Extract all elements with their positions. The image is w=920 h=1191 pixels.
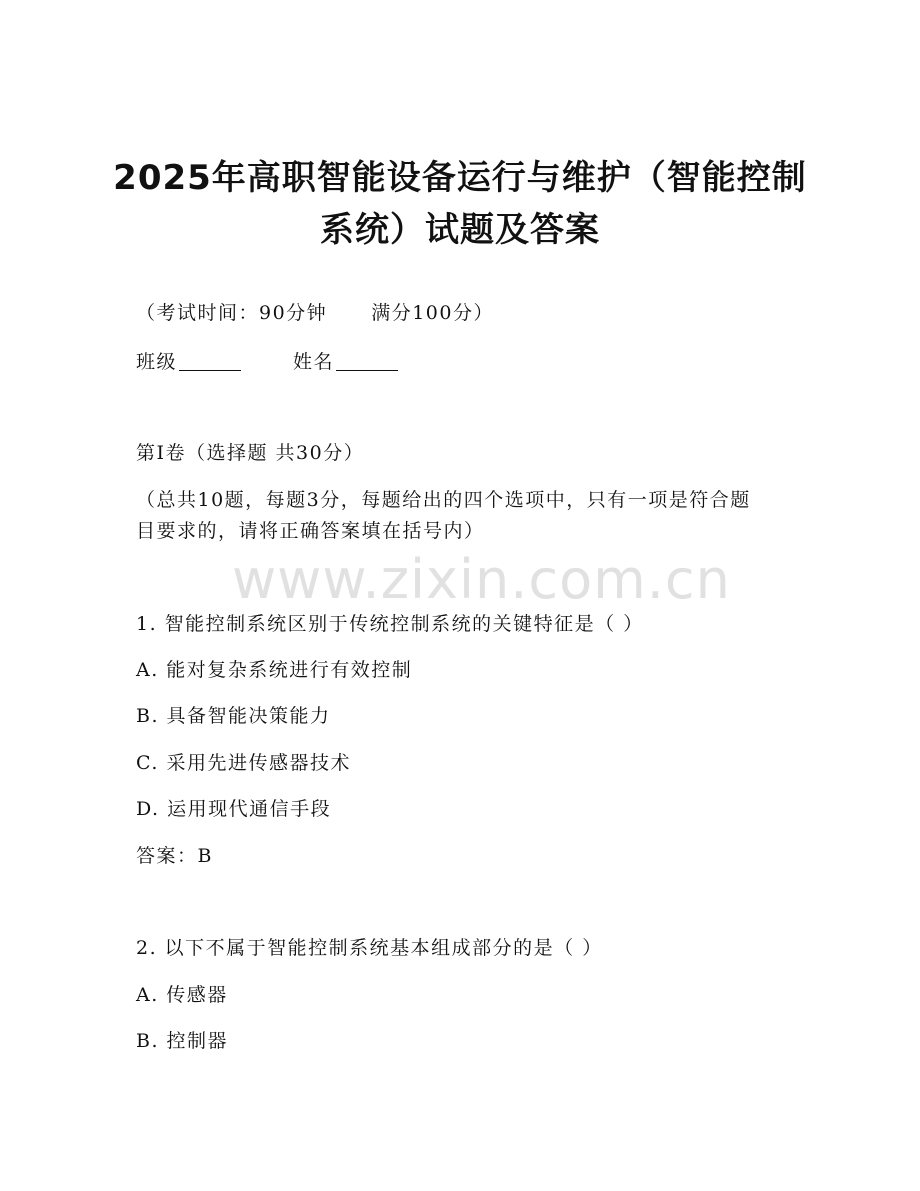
section-note-line2: 目要求的，请将正确答案填在括号内）: [136, 520, 485, 542]
class-label: 班级: [136, 351, 178, 373]
question-stem: 2. 以下不属于智能控制系统基本组成部分的是（ ）: [136, 937, 603, 959]
section-note-line1: （总共10题，每题3分，每题给出的四个选项中，只有一项是符合题: [136, 489, 751, 511]
exam-info-row: [136, 299, 494, 327]
question-answer: 答案：B: [136, 845, 213, 867]
question-option: C. 采用先进传感器技术: [136, 752, 351, 774]
name-label: 姓名: [293, 351, 335, 373]
class-blank: [179, 350, 241, 371]
section-title: 第I卷（选择题 共30分）: [136, 442, 365, 464]
question-stem: 1. 智能控制系统区别于传统控制系统的关键特征是（ ）: [136, 613, 644, 635]
question-option: B. 控制器: [136, 1030, 229, 1052]
question-option: D. 运用现代通信手段: [136, 798, 332, 820]
watermark: www.zixin.com.cn: [232, 548, 731, 611]
exam-time: （考试时间：90分钟: [136, 302, 328, 324]
document-title-line2: 系统）试题及答案: [320, 210, 600, 250]
document-title-line1: 2025年高职智能设备运行与维护（智能控制: [113, 158, 807, 198]
question-option: A. 能对复杂系统进行有效控制: [136, 659, 413, 681]
name-blank: [336, 350, 398, 371]
question-option: A. 传感器: [136, 984, 228, 1006]
question-option: B. 具备智能决策能力: [136, 705, 331, 727]
student-info-row: [136, 348, 398, 376]
full-score: 满分100分）: [371, 302, 494, 324]
